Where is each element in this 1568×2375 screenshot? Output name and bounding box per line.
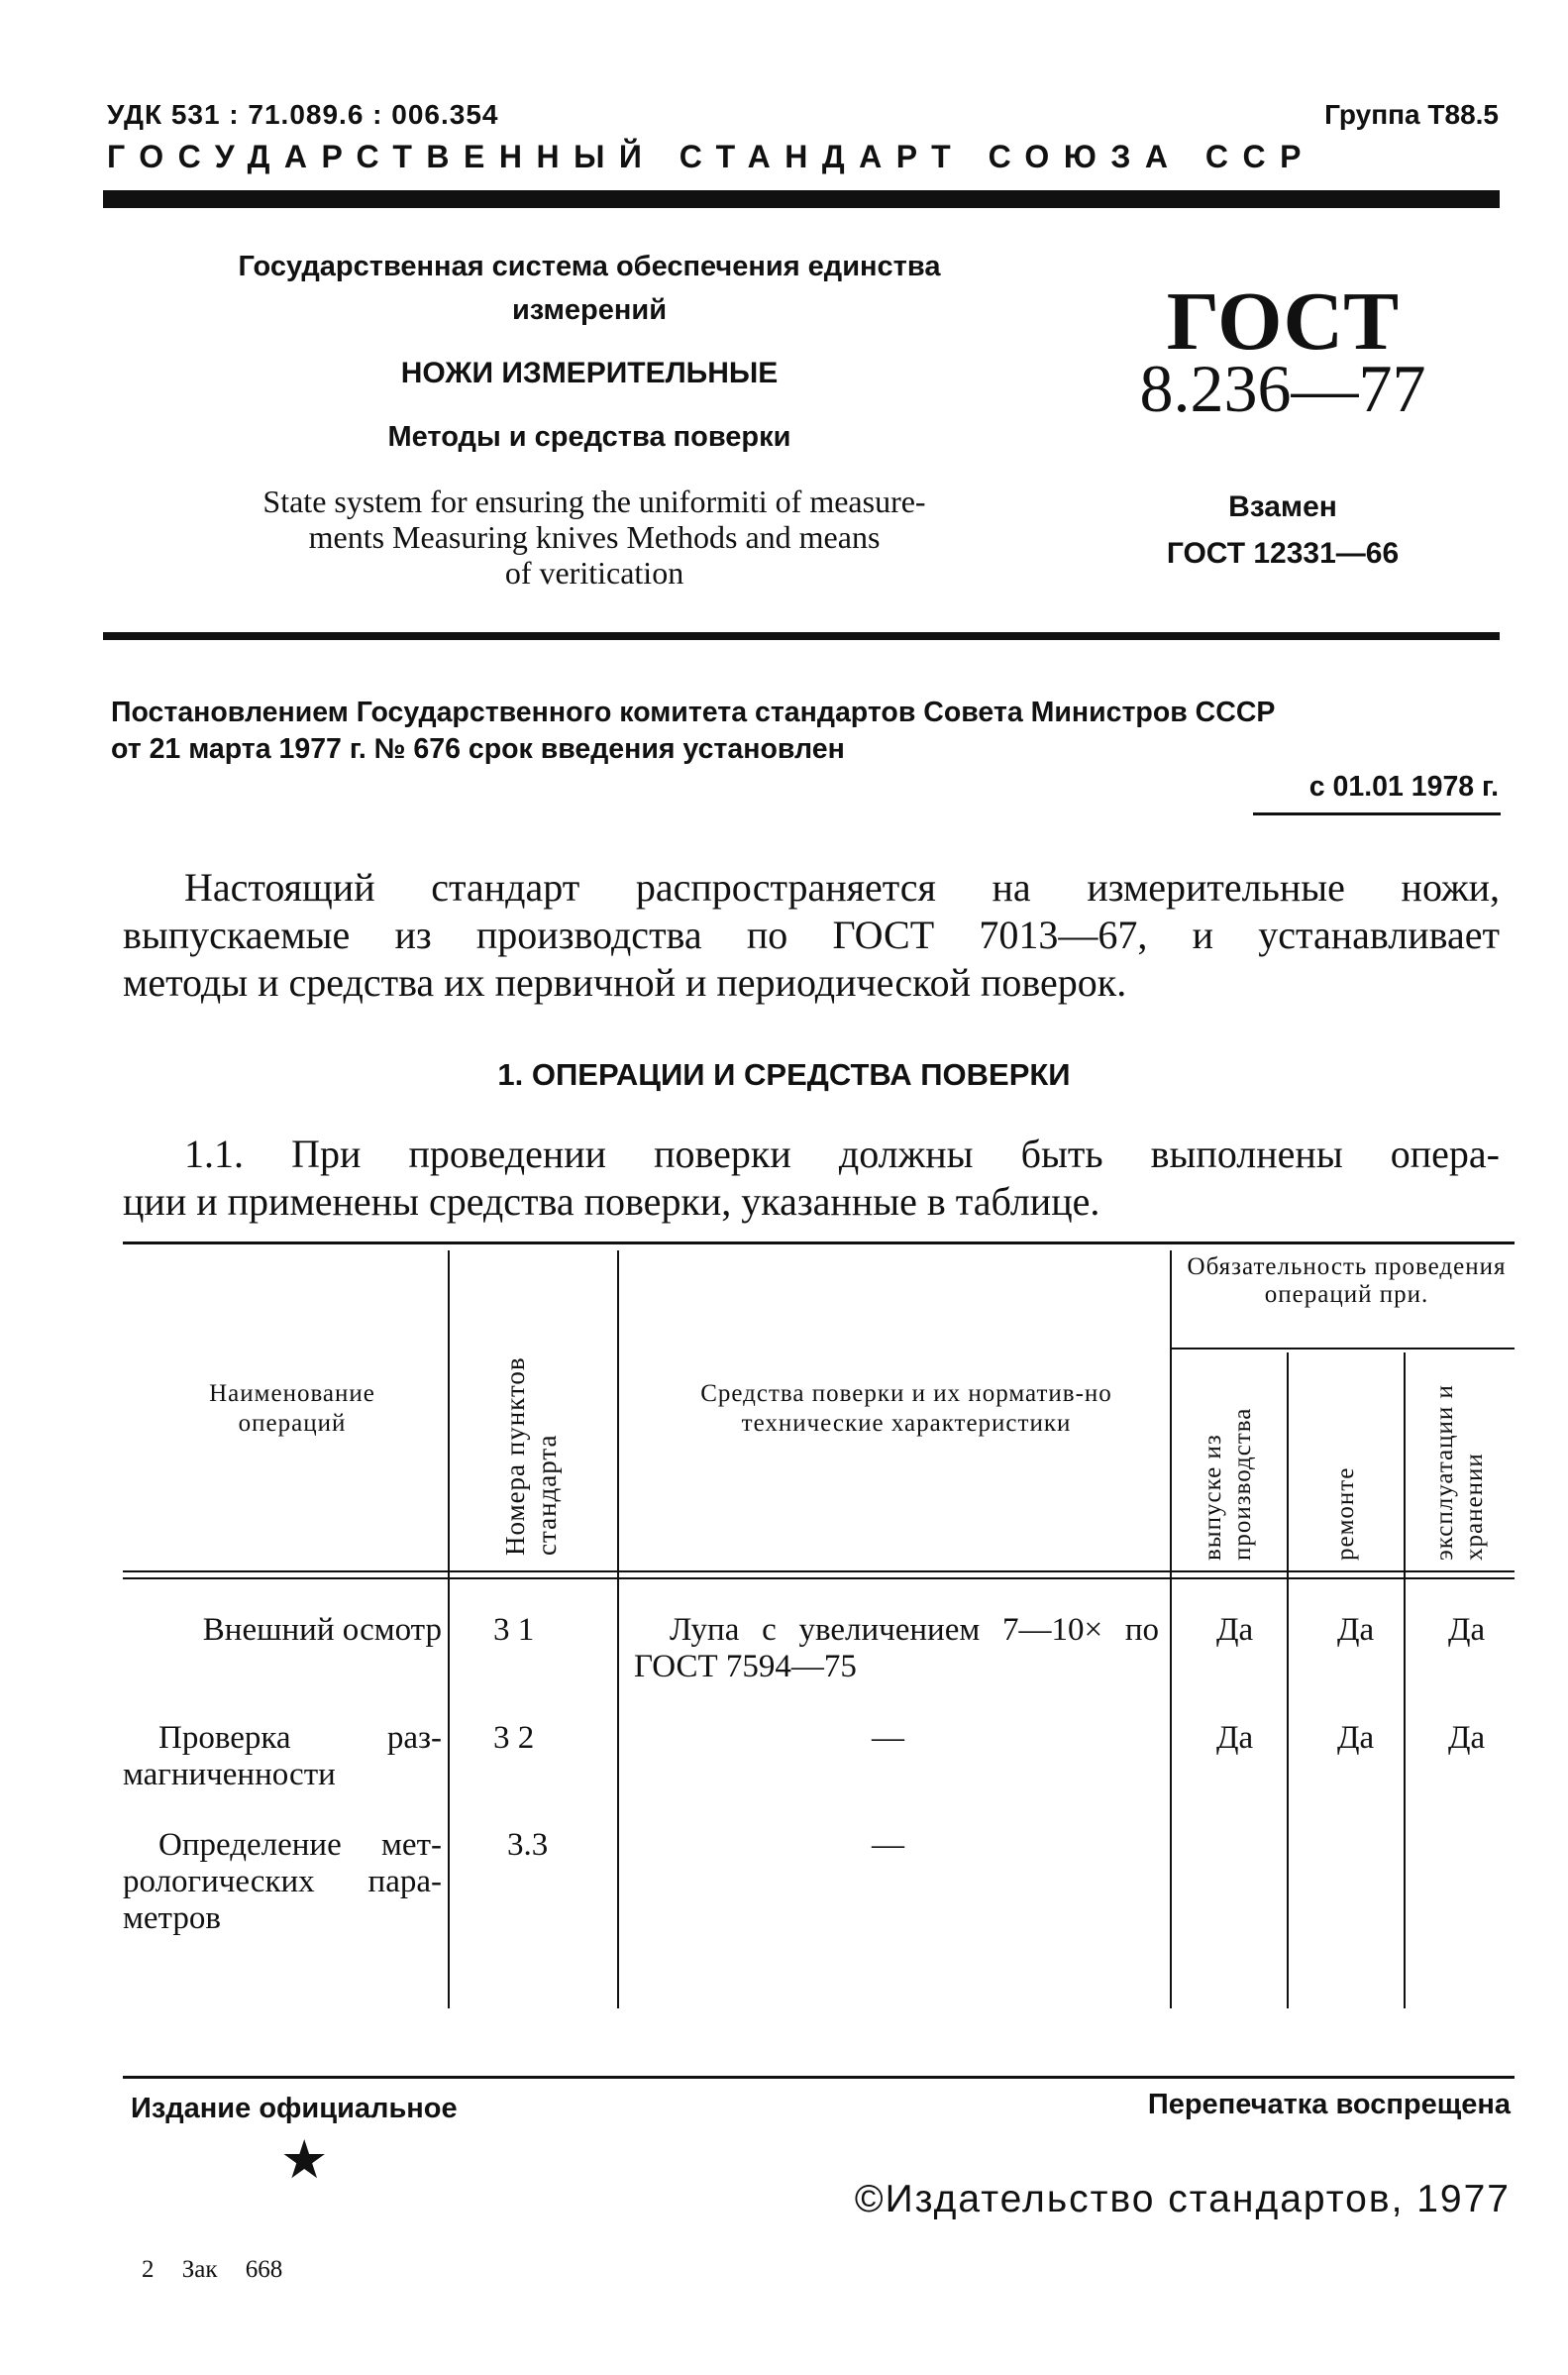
decree-line1: Постановлением Государственного комитета стандартов Совета Министров СССР — [111, 697, 1276, 728]
table-header-rule-2 — [123, 1577, 1515, 1579]
intro-line1: Настоящий стандарт распространяется на измерительные ножи, — [184, 865, 1500, 910]
product-title: НОЖИ ИЗМЕРИТЕЛЬНЫЕ — [400, 357, 779, 389]
table-subheader-rule — [1172, 1348, 1515, 1349]
header-clauses: Номера пунктов стандарта — [500, 1356, 562, 1556]
row2-repair: Да — [1337, 1720, 1375, 1756]
header-repair: ремонте — [1332, 1466, 1359, 1561]
row3-operation: Определение мет-рологических пара-метров — [123, 1827, 442, 1936]
row3-means: — — [872, 1827, 904, 1863]
section-para-line2: ции и применены средства поверки, указанные в таблице. — [123, 1179, 1100, 1224]
row1-repair: Да — [1337, 1612, 1375, 1648]
decree-line2: от 21 марта 1977 г. № 676 срок введения установлен — [111, 733, 845, 765]
udk-code: УДК 531 : 71.089.6 : 006.354 — [107, 99, 499, 130]
order-number: 2 Зак 668 — [142, 2256, 283, 2283]
row2-operation: Проверка раз-магниченности — [123, 1720, 442, 1792]
row2-storage: Да — [1448, 1720, 1486, 1756]
section-para-line1: 1.1. При проведении поверки должны быть выполнены опера- — [184, 1132, 1500, 1176]
header-release: выпуске из производства — [1200, 1407, 1256, 1561]
reprint-notice: Перепечатка воспрещена — [1147, 2089, 1511, 2120]
header-operation-storage: эксплуатации и хранении — [1431, 1384, 1488, 1561]
header-operation: Наименование операций — [209, 1380, 375, 1437]
intro-line3: методы и средства их первичной и периодической поверок. — [123, 960, 1127, 1005]
replaces-value: ГОСТ 12331—66 — [1166, 537, 1400, 570]
table-col-line-1 — [448, 1250, 450, 2008]
official-edition: Издание официальное — [131, 2093, 458, 2124]
system-title-line2: измерений — [511, 294, 668, 326]
english-title-line2: ments Measuring knives Methods and means — [308, 519, 881, 555]
english-title-line3: of veritication — [504, 555, 684, 591]
row1-clause: 3 1 — [493, 1612, 535, 1648]
table-header-rule-1 — [123, 1570, 1515, 1572]
gost-number: 8.236—77 — [1139, 351, 1426, 426]
header-means: Средства поверки и их норматив-но технические характеристики — [700, 1380, 1112, 1437]
row1-storage: Да — [1448, 1612, 1486, 1648]
footer-rule — [123, 2076, 1515, 2079]
row1-operation: Внешний осмотр — [202, 1612, 442, 1648]
title-block-rule — [103, 632, 1500, 640]
replaces-label: Взамен — [1228, 490, 1337, 523]
table-col-line-2 — [617, 1250, 619, 2008]
intro-line2: выпускаемые из производства по ГОСТ 7013—67, и устанавливает — [123, 913, 1500, 957]
english-title-line1: State system for ensuring the uniformiti of measure- — [262, 484, 926, 519]
standard-banner: ГОСУДАРСТВЕННЫЙ СТАНДАРТ СОЮЗА ССР — [107, 139, 1315, 174]
row3-clause: 3.3 — [507, 1827, 549, 1863]
group-code: Группа Т88.5 — [1324, 99, 1499, 130]
header-mandatory: Обязательность проведения операций при. — [1187, 1253, 1507, 1308]
row2-clause: 3 2 — [493, 1720, 535, 1756]
gost-label: ГОСТ — [1166, 275, 1400, 368]
table-col-line-5 — [1404, 1352, 1406, 2008]
row1-release: Да — [1216, 1612, 1254, 1648]
effective-date-underline — [1253, 812, 1501, 815]
effective-date: с 01.01 1978 г. — [1308, 771, 1499, 803]
copyright-notice: ©Издательство стандартов, 1977 — [854, 2178, 1511, 2220]
row1-means: Лупа с увеличением 7—10× по ГОСТ 7594—75 — [634, 1612, 1159, 1684]
system-title-line1: Государственная система обеспечения единства — [238, 251, 941, 282]
row2-release: Да — [1216, 1720, 1254, 1756]
row2-means: — — [872, 1720, 904, 1756]
section-heading: 1. ОПЕРАЦИИ И СРЕДСТВА ПОВЕРКИ — [497, 1057, 1071, 1092]
table-top-rule — [123, 1241, 1515, 1244]
table-col-line-3 — [1170, 1250, 1172, 2008]
star-mark: ★ — [280, 2130, 329, 2190]
product-subtitle: Методы и средства поверки — [387, 421, 791, 453]
header-thick-rule — [103, 190, 1500, 208]
table-col-line-4 — [1287, 1352, 1289, 2008]
